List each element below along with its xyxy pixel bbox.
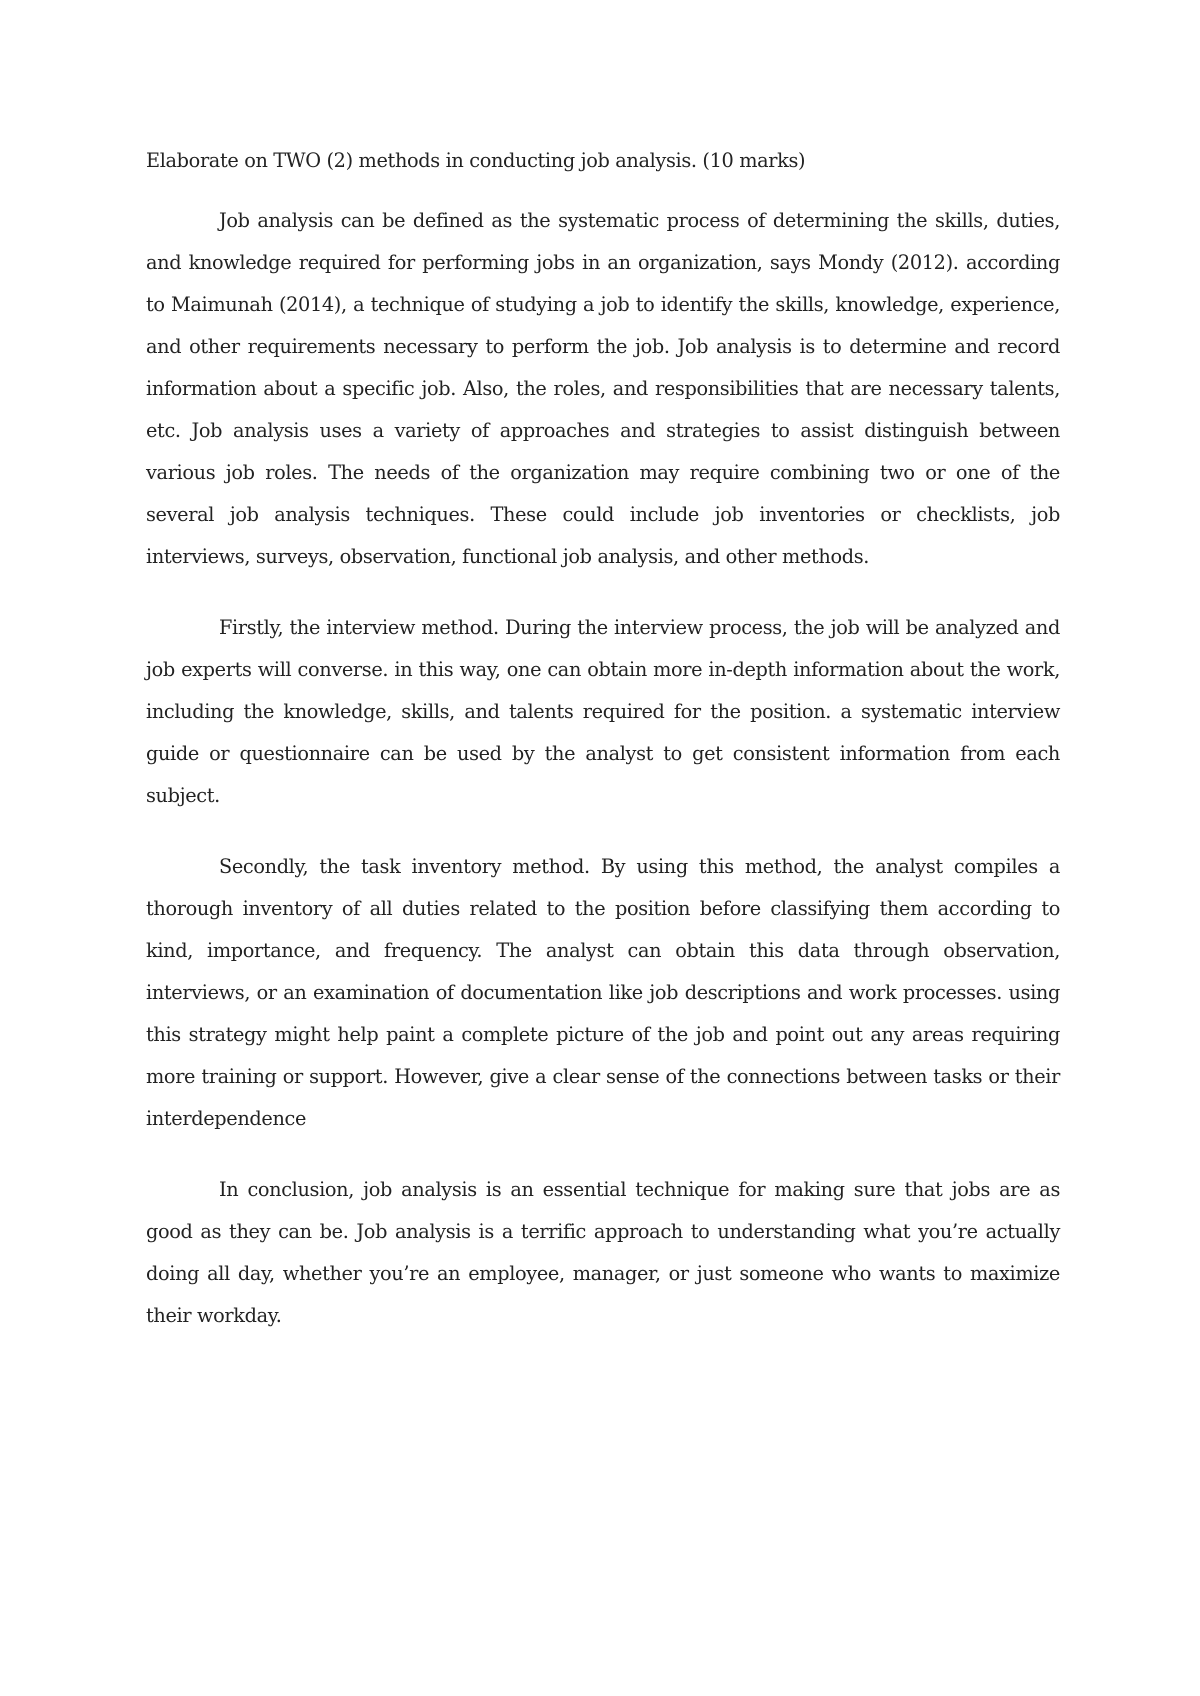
intro-paragraph: Job analysis can be defined as the systematic process of determining the skills, duties, and knowledge required for performing jobs in an organization, says Mondy (2012). according to Maimunah (2014), a technique of studying a job to identify the skills, knowledge, experience, and other requirements necessary to perform the job. Job analysis is to determine and record information about a specific job. Also, the roles, and responsibilities that are necessary talents, etc. Job analysis uses a variety of approaches and strategies to assist distinguish between various job roles. The needs of the organization may require combining two or one of the several job analysis techniques. These could include job inventories or checklists, job interviews, surveys, observation, functional job analysis, and other methods. xyxy=(146,209,1060,568)
conclusion-paragraph: In conclusion, job analysis is an essential technique for making sure that jobs are as good as they can be. Job analysis is a terrific approach to understanding what you’re actually doing all day, whether you’re an employee, manager, or just someone who wants to maximize their workday. xyxy=(146,1178,1060,1327)
question-heading: Elaborate on TWO (2) methods in conducting job analysis. (10 marks) xyxy=(146,149,806,172)
task-inventory-paragraph: Secondly, the task inventory method. By using this method, the analyst compiles a thorough inventory of all duties related to the position before classifying them according to kind, importance, and frequency. The analyst can obtain this data through observation, interviews, or an examination of documentation like job descriptions and work processes. using this strategy might help paint a complete picture of the job and point out any areas requiring more training or support. However, give a clear sense of the connections between tasks or their interdependence xyxy=(146,855,1060,1130)
interview-method-paragraph: Firstly, the interview method. During the interview process, the job will be analyzed and job experts will converse. in this way, one can obtain more in-depth information about the work, including the knowledge, skills, and talents required for the position. a systematic interview guide or questionnaire can be used by the analyst to get consistent information from each subject. xyxy=(146,616,1060,807)
